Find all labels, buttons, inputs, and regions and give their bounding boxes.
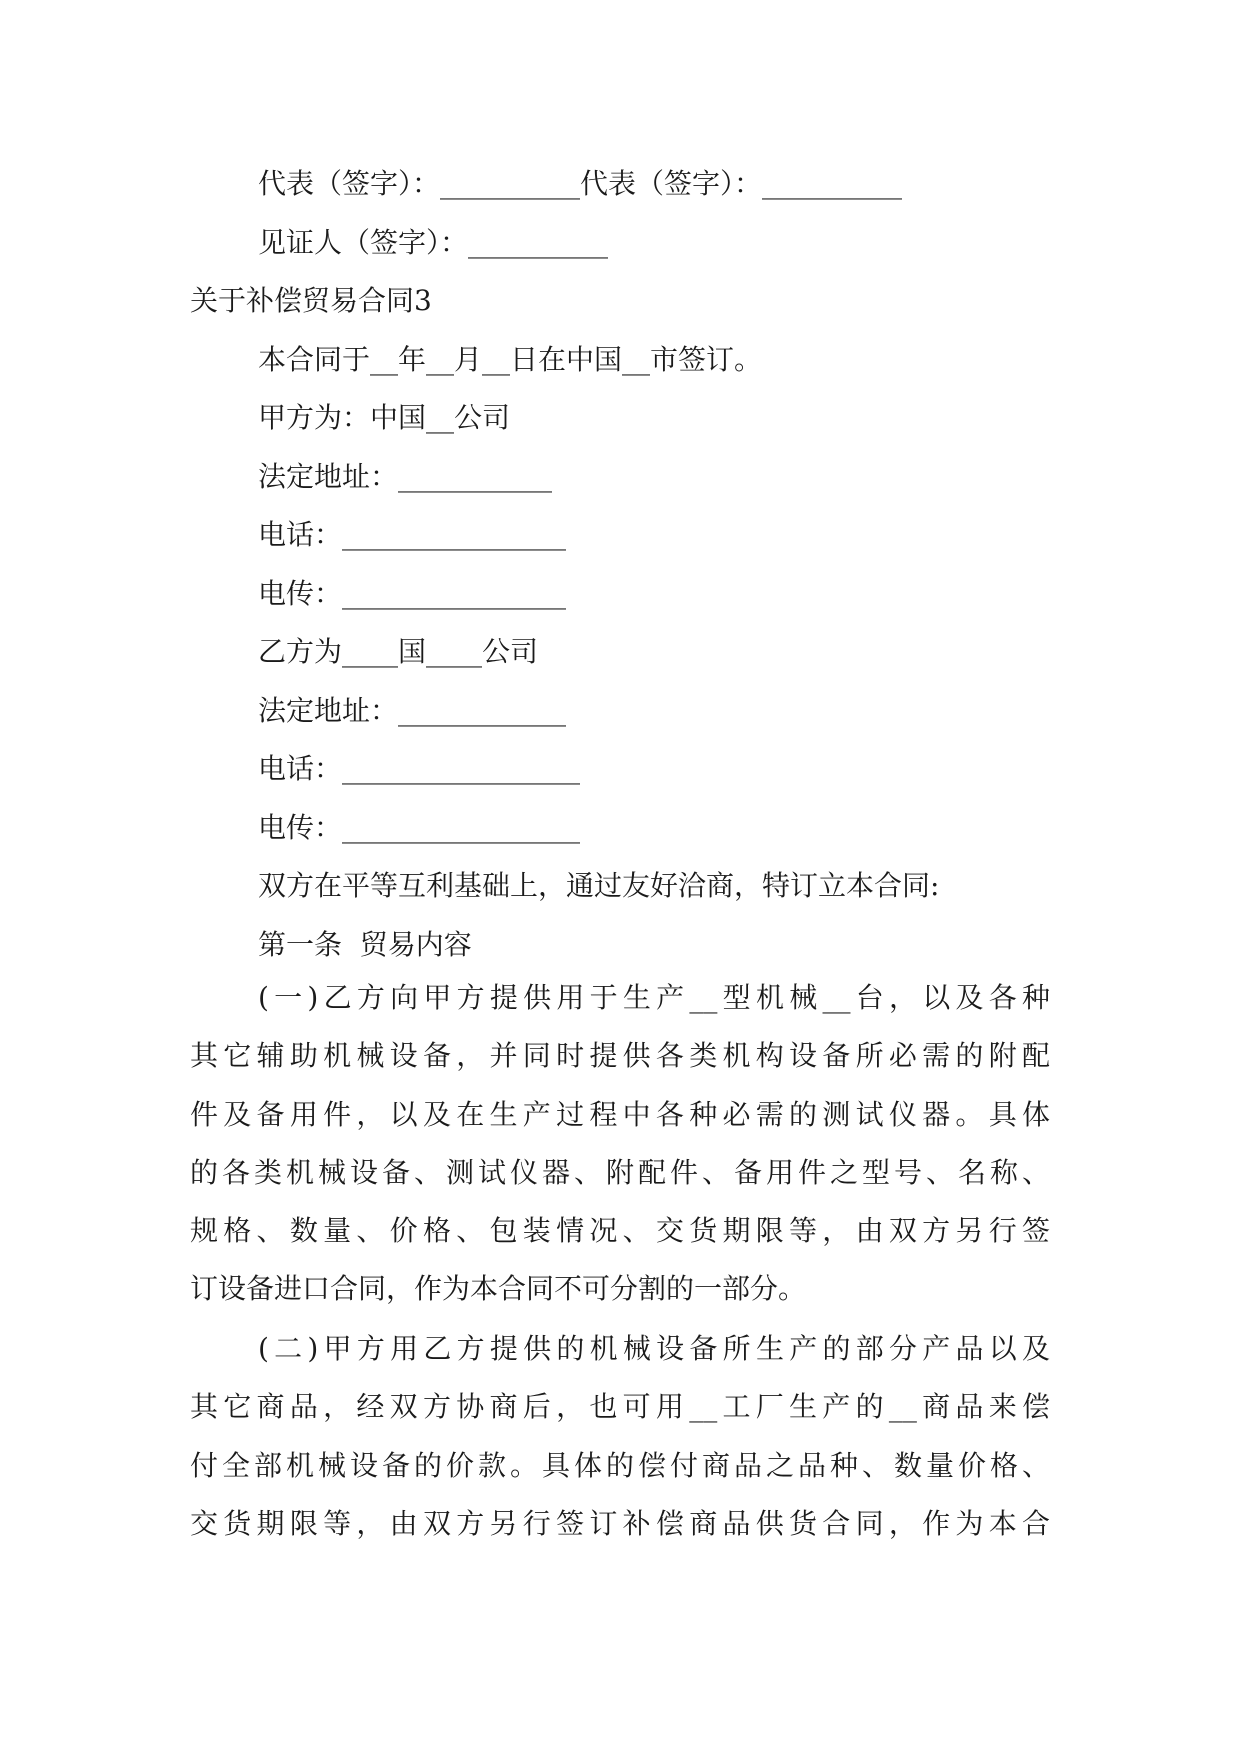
clause-2-line: 交货期限等，由双方另行签订补偿商品供货合同，作为本合 [190, 1506, 1050, 1540]
party-a-address: 法定地址：___________ [258, 460, 553, 493]
clause-1-line: 件及备用件，以及在生产过程中各种必需的测试仪器。具体 [190, 1097, 1050, 1131]
party-a-name: 甲方为：中国__公司 [258, 401, 511, 434]
representative-signature-line: 代表（签字）：__________代表（签字）：__________ [258, 167, 903, 200]
clause-1-line: 规格、数量、价格、包装情况、交货期限等，由双方另行签 [190, 1214, 1050, 1248]
clause-1-line: 其它辅助机械设备，并同时提供各类机构设备所必需的附配 [190, 1039, 1050, 1073]
clause-2-line: 其它商品，经双方协商后，也可用__工厂生产的__商品来偿 [190, 1390, 1050, 1424]
party-b-address: 法定地址：____________ [258, 694, 567, 727]
preamble: 双方在平等互利基础上，通过友好洽商，特订立本合同: [258, 869, 940, 902]
clause-2-line: (二)甲方用乙方提供的机械设备所生产的部分产品以及 [258, 1332, 1050, 1365]
party-b-fax: 电传：_________________ [258, 811, 581, 844]
clause-1 [190, 969, 1050, 1319]
article-1-title: 第一条 贸易内容 [258, 928, 472, 961]
party-b-name: 乙方为____国____公司 [258, 635, 539, 668]
witness-signature-line: 见证人（签字）：__________ [258, 226, 609, 259]
clause-1-line: 的各类机械设备、测试仪器、附配件、备用件之型号、名称、 [190, 1155, 1050, 1189]
party-a-phone: 电话：________________ [258, 518, 567, 551]
contract-title: 关于补偿贸易合同3 [190, 284, 432, 317]
clause-2-line: 付全部机械设备的价款。具体的偿付商品之品种、数量价格、 [190, 1448, 1050, 1482]
party-b-phone: 电话：_________________ [258, 752, 581, 785]
clause-2 [190, 1320, 1050, 1553]
clause-1-line: 订设备进口合同，作为本合同不可分割的一部分。 [190, 1272, 807, 1306]
contract-intro: 本合同于__年__月__日在中国__市签订。 [258, 343, 763, 376]
clause-1-line: (一)乙方向甲方提供用于生产__型机械__台，以及各种 [258, 981, 1050, 1014]
party-a-fax: 电传：________________ [258, 577, 567, 610]
